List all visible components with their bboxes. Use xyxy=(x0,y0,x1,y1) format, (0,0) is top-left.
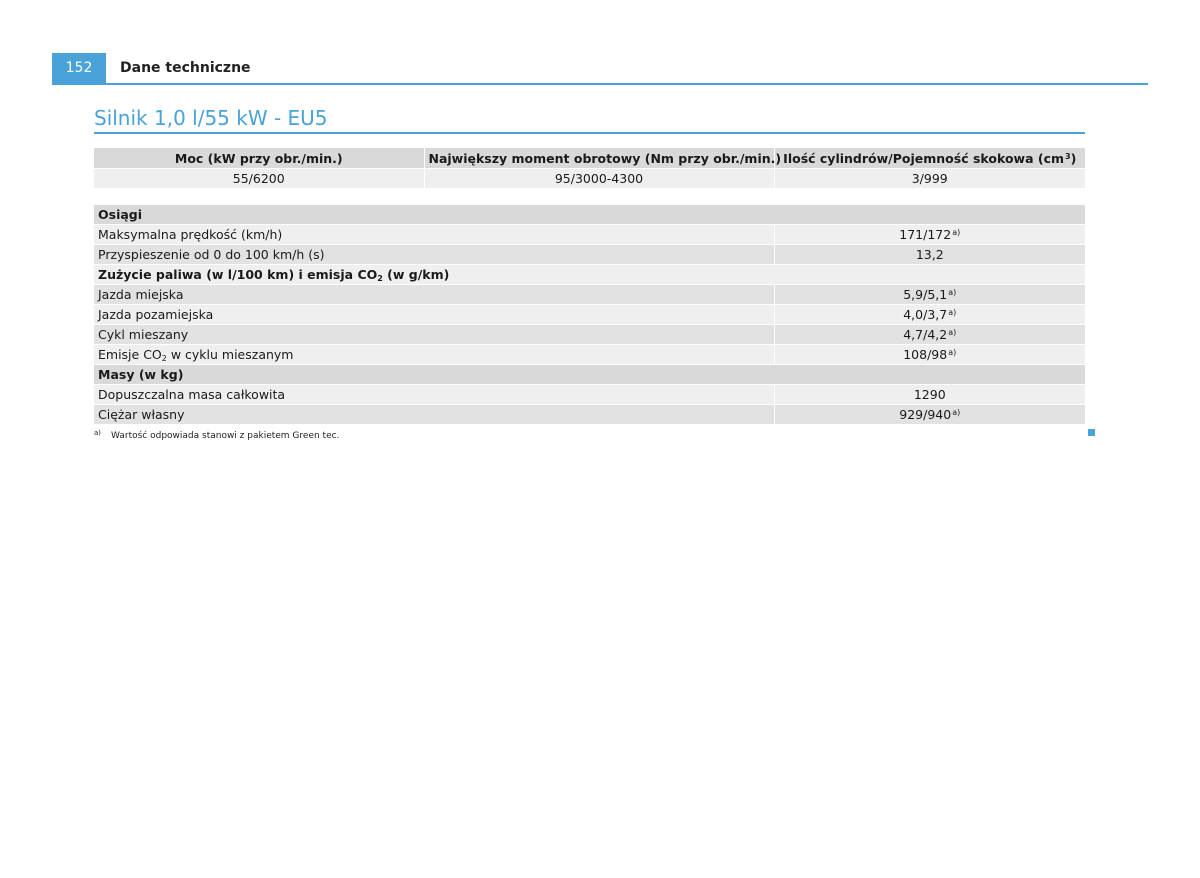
table-row xyxy=(94,325,1085,345)
specs-table xyxy=(94,205,1085,425)
row-value: 1290 xyxy=(774,385,1085,405)
row-value: 108/98$^{a)}$ xyxy=(774,345,1085,365)
row-value: 13,2 xyxy=(774,245,1085,265)
cell-torque: 95/3000-4300 xyxy=(424,169,774,189)
row-value: 929/940$^{a)}$ xyxy=(774,405,1085,425)
section-heading: Zużycie paliwa (w l/100 km) i emisja $CO_2$ (w g/km) xyxy=(94,265,1085,285)
column-header-power: Moc (kW przy obr./min.) xyxy=(94,148,424,169)
section-end-marker-icon xyxy=(1088,429,1095,436)
row-label: Dopuszczalna masa całkowita xyxy=(94,385,774,405)
section-row-mass xyxy=(94,365,1085,385)
row-label: Przyspieszenie od 0 do 100 km/h (s) xyxy=(94,245,774,265)
section-divider xyxy=(94,132,1085,134)
cell-power: 55/6200 xyxy=(94,169,424,189)
section-row-fuel xyxy=(94,265,1085,285)
engine-summary-table xyxy=(94,148,1085,188)
footnote-text: Wartość odpowiada stanowi z pakietem Green tec. xyxy=(111,431,340,441)
section-heading: Osiągi xyxy=(94,205,1085,225)
cell-cylinders: 3/999 xyxy=(774,169,1085,189)
footnote-mark: a) xyxy=(94,429,102,437)
row-label: Jazda miejska xyxy=(94,285,774,305)
row-label: Ciężar własny xyxy=(94,405,774,425)
row-value: 4,0/3,7$^{a)}$ xyxy=(774,305,1085,325)
table-row xyxy=(94,345,1085,365)
row-label: Jazda pozamiejska xyxy=(94,305,774,325)
table-row xyxy=(94,405,1085,425)
row-label: Emisje $CO_2$ w cyklu mieszanym xyxy=(94,345,774,365)
column-header-cylinders: Ilość cylindrów/Pojemność skokowa $(cm^3)$ xyxy=(774,148,1085,169)
header-divider xyxy=(52,83,1148,85)
column-header-torque: Największy moment obrotowy (Nm przy obr./min.) xyxy=(424,148,774,169)
chapter-title: Dane techniczne xyxy=(120,60,251,76)
footnote xyxy=(94,429,339,441)
section-title: Silnik 1,0 l/55 kW - EU5 xyxy=(94,106,328,130)
row-label: Maksymalna prędkość (km/h) xyxy=(94,225,774,245)
row-value: 4,7/4,2$^{a)}$ xyxy=(774,325,1085,345)
table-row xyxy=(94,225,1085,245)
table-row xyxy=(94,385,1085,405)
table-row xyxy=(94,285,1085,305)
page-number: 152 xyxy=(52,53,106,84)
table-row xyxy=(94,245,1085,265)
table-row xyxy=(94,305,1085,325)
table-header-row xyxy=(94,148,1085,169)
table-row xyxy=(94,169,1085,189)
row-value: 171/172$^{a)}$ xyxy=(774,225,1085,245)
row-value: 5,9/5,1$^{a)}$ xyxy=(774,285,1085,305)
row-label: Cykl mieszany xyxy=(94,325,774,345)
section-heading: Masy (w kg) xyxy=(94,365,1085,385)
section-row-performance xyxy=(94,205,1085,225)
